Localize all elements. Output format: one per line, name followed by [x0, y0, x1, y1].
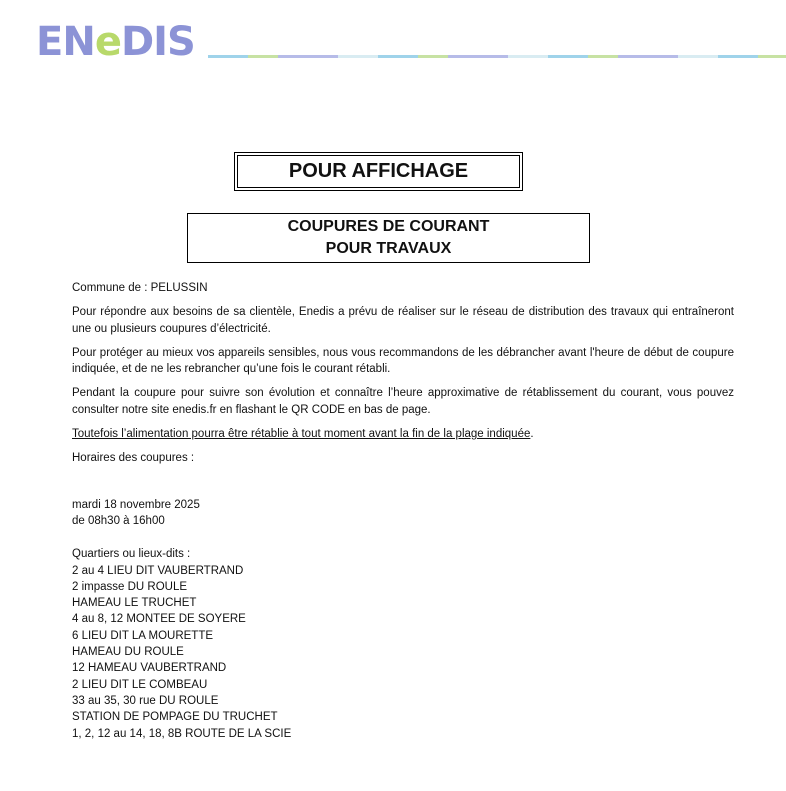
subtitle-line-1: COUPURES DE COURANT [287, 218, 490, 235]
location-item: 2 LIEU DIT LE COMBEAU [72, 678, 208, 691]
notice-underlined: Toutefois l’alimentation pourra être rétablie à tout moment avant la fin de la plage indiquée [72, 428, 531, 441]
subtitle-line-2: POUR TRAVAUX [325, 240, 452, 257]
notice-content [72, 280, 734, 742]
header-divider [208, 55, 786, 58]
locations-heading: Quartiers ou lieux-dits : [72, 548, 191, 561]
paragraph-3: Pendant la coupure pour suivre son évolution et connaître l’heure approximative de rétablissement du courant, vous pouvez consulter notre site enedis.fr en flashant le QR CODE en bas de page. [72, 387, 734, 416]
enedis-logo: ENeDIS [36, 19, 195, 65]
schedule-heading: Horaires des coupures : [72, 452, 195, 465]
locations-block [72, 546, 734, 742]
title-box [234, 152, 523, 191]
location-item: 12 HAMEAU VAUBERTRAND [72, 662, 227, 675]
title-text: POUR AFFICHAGE [288, 160, 469, 182]
header [0, 0, 786, 80]
location-item: HAMEAU DU ROULE [72, 646, 184, 659]
commune-line: Commune de : PELUSSIN [72, 282, 208, 294]
notice-line: Toutefois l’alimentation pourra être rétablie à tout moment avant la fin de la plage indiquée. [72, 428, 534, 441]
paragraph-2: Pour protéger au mieux vos appareils sensibles, nous vous recommandons de les débrancher avant l'heure de début de coupure indiquée, et de ne les rebrancher qu’une fois le courant rétabli. [72, 346, 734, 376]
location-item: 33 au 35, 30 rue DU ROULE [72, 694, 219, 707]
location-item: 1, 2, 12 au 14, 18, 8B ROUTE DE LA SCIE [72, 727, 292, 740]
location-item: 4 au 8, 12 MONTEE DE SOYERE [72, 613, 246, 626]
subtitle-box [187, 213, 590, 263]
location-item: 6 LIEU DIT LA MOURETTE [72, 629, 214, 642]
location-item: STATION DE POMPAGE DU TRUCHET [72, 711, 278, 724]
schedule-date: mardi 18 novembre 2025 [72, 498, 200, 511]
location-item: HAMEAU LE TRUCHET [72, 597, 197, 610]
schedule-block [72, 497, 734, 530]
location-item: 2 impasse DU ROULE [72, 580, 188, 593]
location-item: 2 au 4 LIEU DIT VAUBERTRAND [72, 564, 244, 577]
paragraph-1: Pour répondre aux besoins de sa clientèle, Enedis a prévu de réaliser sur le réseau de distribution des travaux qui entraîneront une ou plusieurs coupures d’électricité. [72, 306, 734, 335]
schedule-time: de 08h30 à 16h00 [72, 514, 165, 527]
